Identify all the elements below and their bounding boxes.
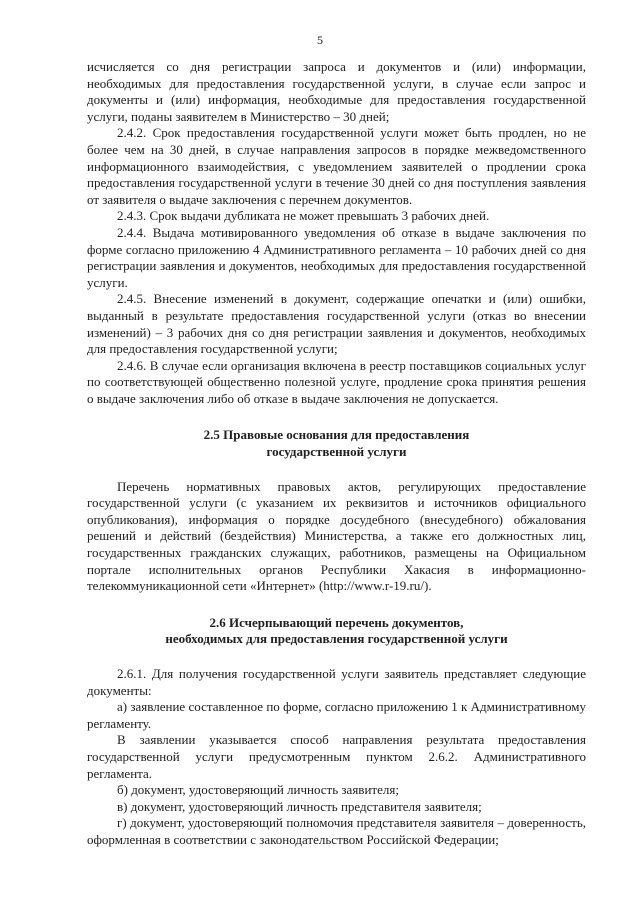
paragraph: 2.4.3. Срок выдачи дубликата не может превышать 3 рабочих дней.	[117, 208, 490, 224]
paragraph: 2.6.1. Для получения государственной услуги заявитель представляет следующие документы:	[87, 666, 586, 698]
paragraph: 2.4.4. Выдача мотивированного уведомления об отказе в выдаче заключения по форме согласно приложению 4 Административного регламента – 10 рабочих дней со дня регистрации заявления и документов, необходимых для предоставления государственной услуги.	[87, 224, 586, 290]
document-body	[87, 59, 586, 849]
section-heading-line: 2.5 Правовые основания для предоставления	[203, 427, 470, 443]
paragraph: б) документ, удостоверяющий личность заявителя;	[117, 782, 399, 798]
paragraph: г) документ, удостоверяющий полномочия представителя заявителя – доверенность, оформленная в соответствии с законодательством Российской Федерации;	[87, 815, 586, 847]
paragraph: а) заявление составленное по форме, согласно приложению 1 к Административному регламенту.	[87, 699, 586, 731]
page-number: 5	[317, 33, 323, 47]
paragraph: 2.4.2. Срок предоставления государственной услуги может быть продлен, но не более чем на 30 дней, в случае направления запросов в порядке межведомственного информационного взаимодействия, с уведомлением заявителей о продлении срока предоставления государственной услуги в течение 30 дней со дня поступления заявления от заявителя о выдаче заключения с перечнем документов.	[87, 125, 586, 207]
section-heading-line: государственной услуги	[266, 444, 407, 460]
section-heading-line: необходимых для предоставления государственной услуги	[165, 631, 508, 647]
section-heading	[87, 615, 586, 648]
paragraph: В заявлении указывается способ направления результата предоставления государственной услуги предусмотренным пунктом 2.6.2. Административного регламента.	[87, 732, 586, 781]
paragraph: в) документ, удостоверяющий личность представителя заявителя;	[117, 798, 482, 814]
paragraph: 2.4.5. Внесение изменений в документ, содержащие опечатки и (или) ошибки, выданный в результате предоставления государственной услуги (отказ во внесении изменений) – 3 рабочих дня со дня регистрации заявления и документов, необходимых для предоставления государственной услуги;	[87, 291, 586, 357]
paragraph: исчисляется со дня регистрации запроса и документов и (или) информации, необходимых для предоставления государственной услуги, в случае если запрос и документы и (или) информация, необходимые для предоставления государственной услуги, поданы заявителем в Министерство – 30 дней;	[87, 59, 586, 124]
section-heading	[87, 427, 586, 460]
paragraph: 2.4.6. В случае если организация включена в реестр поставщиков социальных услуг по соответствующей общественно полезной услуге, продление срока принятия решения о выдаче заключения либо об отказе в выдаче заключения не допускается.	[87, 357, 586, 406]
paragraph: Перечень нормативных правовых актов, регулирующих предоставление государственной услуги (с указанием их реквизитов и источников официального опубликования), информация о порядке досудебного (внесудебного) обжалования решений и действий (бездействия) Министерства, а также его должностных лиц, государственных гражданских служащих, работников, размещены на Официальном портале исполнительных органов Республики Хакасия в информационно-телекоммуникационной сети «Интернет» (http://www.r-19.ru/).	[87, 478, 586, 594]
section-heading-line: 2.6 Исчерпывающий перечень документов,	[209, 614, 464, 630]
